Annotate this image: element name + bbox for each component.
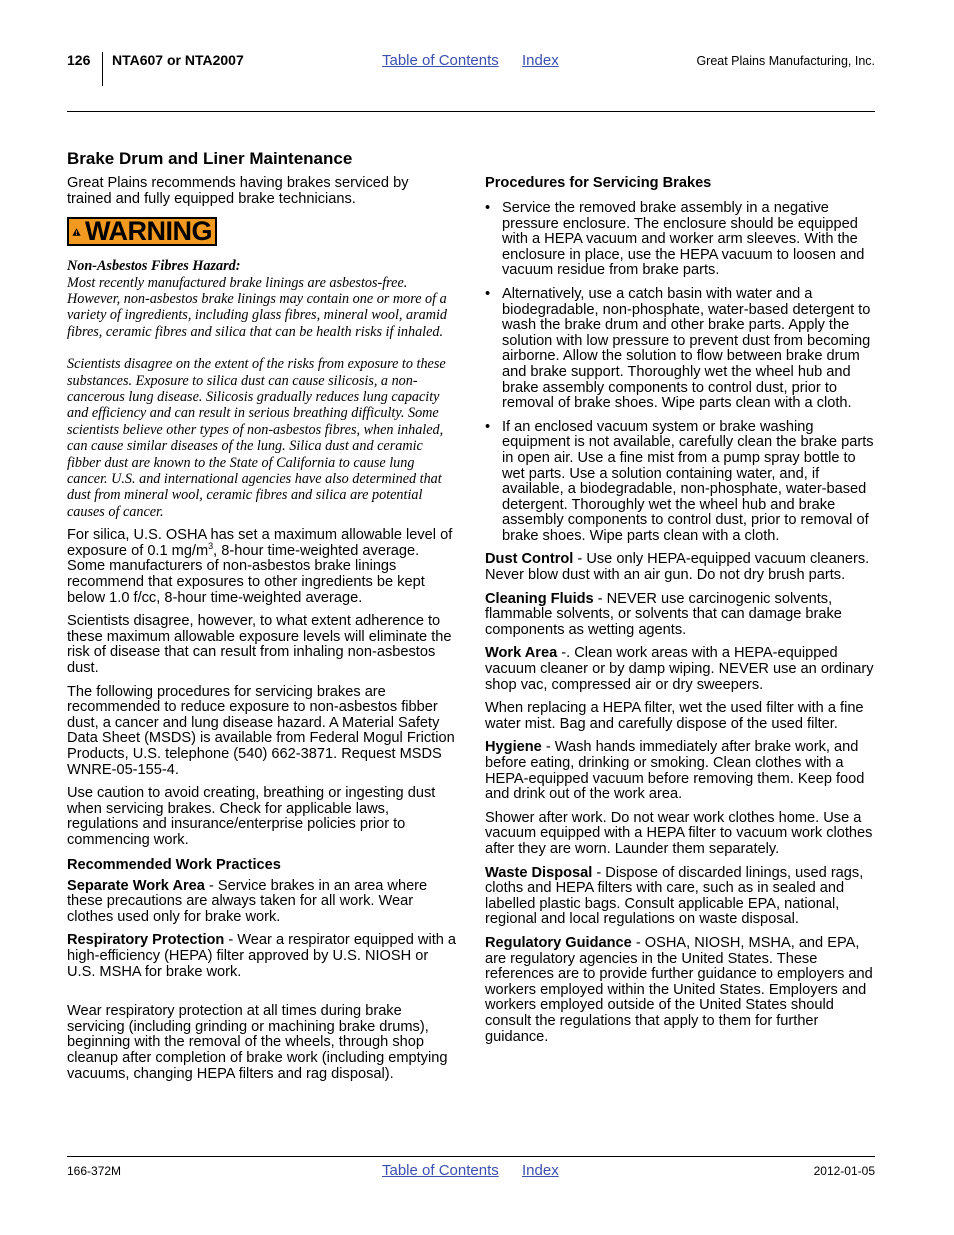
hygiene-paragraph bbox=[485, 740, 877, 802]
company-name: Great Plains Manufacturing, Inc. bbox=[696, 54, 875, 68]
waste-disposal-text: - Dispose of discarded linings, used rags, cloths and HEPA filters with care, such as in sealed and labelled plastic bags. Consult applicable EPA, national, regional and local regulations on waste disposal. bbox=[485, 864, 864, 928]
respiratory-protection-paragraph bbox=[67, 933, 457, 980]
warning-banner bbox=[67, 217, 217, 246]
list-item: • Alternatively, use a catch basin with water and a biodegradable, non-phosphate, water-based detergent to wash the brake drum and other brake parts. Apply the solution with low pressure to prevent dust from becoming airborne. Allow the solution to flow between brake drum and brake support. Thoroughly wet the wheel hub and brake assembly components to control dust, prior to removal of brake shoes. Wipe parts clean with a cloth. bbox=[485, 287, 877, 412]
procedures-title: Procedures for Servicing Brakes bbox=[485, 175, 712, 191]
intro-paragraph: Great Plains recommends having brakes serviced by trained and fully equipped brake technicians. bbox=[67, 175, 409, 207]
left-column bbox=[67, 150, 457, 1090]
section-title: Brake Drum and Liner Maintenance bbox=[67, 149, 353, 168]
header-divider bbox=[102, 52, 103, 86]
document-code: 166-372M bbox=[67, 1164, 122, 1178]
silica-text-b: , 8-hour time-weighted average. Some manufacturers of non-asbestos brake linings recommend that exposures to other ingredients be kept below 1.0 f/cc, 8-hour time-weighted average. bbox=[67, 542, 425, 606]
work-area-label: Work Area bbox=[485, 645, 558, 662]
dust-control-paragraph bbox=[485, 552, 877, 583]
header-index-link[interactable]: Index bbox=[522, 52, 559, 69]
silica-paragraph bbox=[67, 528, 457, 606]
hazard-paragraph-2: Scientists disagree on the extent of the risks from exposure to these substances. Exposure to silica dust can cause silicosis, a non-cancerous lung disease. Silicosis gradually reduces lung capacity and efficiency and can result in serious breathing difficulty. Some scientists believe other types of non-asbestos fibres, when inhaled, can cause similar diseases of the lung. Silica dust and ceramic fibber dust are known to the State of California to cause lung cancer. U.S. and international agencies have also determined that dust from mineral wool, ceramic fibres and silica are potential causes of cancer. bbox=[67, 356, 446, 520]
hepa-filter-paragraph: When replacing a HEPA filter, wet the used filter with a fine water mist. Bag and carefully dispose of the used filter. bbox=[485, 700, 864, 732]
hazard-paragraph-1: Most recently manufactured brake linings are asbestos-free. However, non-asbestos brake linings may contain one or more of a variety of ingredients, including glass fibres, mineral wool, aramid fibres, ceramic fibres and silica that can be health risks if inhaled. bbox=[67, 274, 448, 340]
wear-respirator-paragraph: Wear respiratory protection at all times during brake servicing (including grinding or machining brake drums), beginning with the removal of the wheels, through shop cleanup after completion of brake work (including emptying vacuums, changing HEPA filters and rag disposal). bbox=[67, 1003, 448, 1082]
list-item: • Service the removed brake assembly in a negative pressure enclosure. The enclosure should be equipped with a HEPA vacuum and worker arm sleeves. With the enclosure in place, use the HEPA vacuum to loosen and vacuum residue from brake parts. bbox=[485, 201, 877, 279]
warning-triangle-icon bbox=[72, 221, 81, 243]
waste-disposal-paragraph bbox=[485, 866, 877, 928]
silica-text-a: For silica, U.S. OSHA has set a maximum allowable level of exposure of 0.1 mg/m bbox=[67, 527, 453, 559]
cleaning-fluids-paragraph bbox=[485, 592, 877, 639]
work-area-text: -. Clean work areas with a HEPA-equipped vacuum cleaner or by damp wiping. NEVER use an ordinary shop vac, compressed air or dry sweepers. bbox=[485, 645, 874, 693]
work-practices-title: Recommended Work Practices bbox=[67, 856, 281, 873]
shower-paragraph: Shower after work. Do not wear work clothes home. Use a vacuum equipped with a HEPA filter to vacuum work clothes after they are worn. Launder them separately. bbox=[485, 809, 873, 857]
regulatory-guidance-label: Regulatory Guidance bbox=[485, 934, 632, 951]
procedures-paragraph: The following procedures for servicing brakes are recommended to reduce exposure to non-asbestos fibber dust, a cancer and lung disease hazard. A Material Safety Data Sheet (MSDS) is available from Federal Mogul Friction Products, U.S. telephone (540) 662-3871. Request MSDS WNRE-05-155-4. bbox=[67, 683, 455, 778]
silica-superscript: 3 bbox=[208, 541, 214, 552]
dust-control-text: - Use only HEPA-equipped vacuum cleaners. Never blow dust with an air gun. Do not dry brush parts. bbox=[485, 551, 870, 584]
caution-paragraph: Use caution to avoid creating, breathing or ingesting dust when servicing brakes. Check for applicable laws, regulations and insurance/enterprise policies prior to commencing work. bbox=[67, 785, 436, 848]
footer-rule bbox=[67, 1156, 875, 1157]
regulatory-guidance-text: - OSHA, NIOSH, MSHA, and EPA, are regulatory agencies in the United States. These references are to provide further guidance to employers and workers employed within the United States. Employers and workers employed outside of the United States should consult the regulations that apply to them for further guidance. bbox=[485, 934, 873, 1045]
respiratory-protection-label: Respiratory Protection bbox=[67, 932, 225, 949]
work-area-paragraph bbox=[485, 646, 877, 693]
footer-index-link[interactable]: Index bbox=[522, 1162, 559, 1179]
hazard-text bbox=[67, 258, 457, 520]
separate-work-area-paragraph bbox=[67, 879, 457, 926]
separate-work-area-label: Separate Work Area bbox=[67, 877, 205, 894]
page-number: 126 bbox=[67, 52, 91, 68]
respiratory-protection-text: - Wear a respirator equipped with a high-efficiency (HEPA) filter approved by U.S. NIOSH or U.S. MSHA for brake work. bbox=[67, 932, 457, 980]
header-rule bbox=[67, 111, 875, 112]
header-toc-link[interactable]: Table of Contents bbox=[382, 52, 499, 69]
procedures-list bbox=[485, 201, 877, 544]
regulatory-guidance-paragraph bbox=[485, 936, 877, 1045]
right-column bbox=[485, 175, 877, 1053]
cleaning-fluids-text: - NEVER use carcinogenic solvents, flammable solvents, or solvents that can damage brake components as wetting agents. bbox=[485, 590, 842, 638]
document-date: 2012-01-05 bbox=[813, 1164, 875, 1178]
list-item: • If an enclosed vacuum system or brake washing equipment is not available, carefully clean the brake parts in open air. Use a fine mist from a pump spray bottle to wet parts. Use a solution containing water, and, if available, a biodegradable, non-phosphate, water-based detergent. Thoroughly wet the wheel hub and brake assembly components to control dust, prior to removal of brake shoes. Wipe parts clean with a cloth. bbox=[485, 420, 877, 545]
cleaning-fluids-label: Cleaning Fluids bbox=[485, 590, 594, 607]
hazard-title: Non-Asbestos Fibres Hazard: bbox=[67, 258, 241, 275]
footer-toc-link[interactable]: Table of Contents bbox=[382, 1162, 499, 1179]
hygiene-label: Hygiene bbox=[485, 739, 542, 756]
separate-work-area-text: - Service brakes in an area where these precautions are always taken for all work. Wear clothes used only for brake work. bbox=[67, 877, 428, 925]
hygiene-text: - Wash hands immediately after brake work, and before eating, drinking or smoking. Clean clothes with a HEPA-equipped vacuum before removing them. Keep food and drink out of the work area. bbox=[485, 739, 865, 803]
waste-disposal-label: Waste Disposal bbox=[485, 864, 593, 881]
warning-label: WARNING bbox=[85, 216, 212, 247]
dust-control-label: Dust Control bbox=[485, 551, 574, 568]
model-title: NTA607 or NTA2007 bbox=[112, 52, 244, 68]
disagree-paragraph: Scientists disagree, however, to what extent adherence to these maximum allowable exposure levels will eliminate the risk of disease that can result from inhaling non-asbestos dust. bbox=[67, 613, 452, 677]
